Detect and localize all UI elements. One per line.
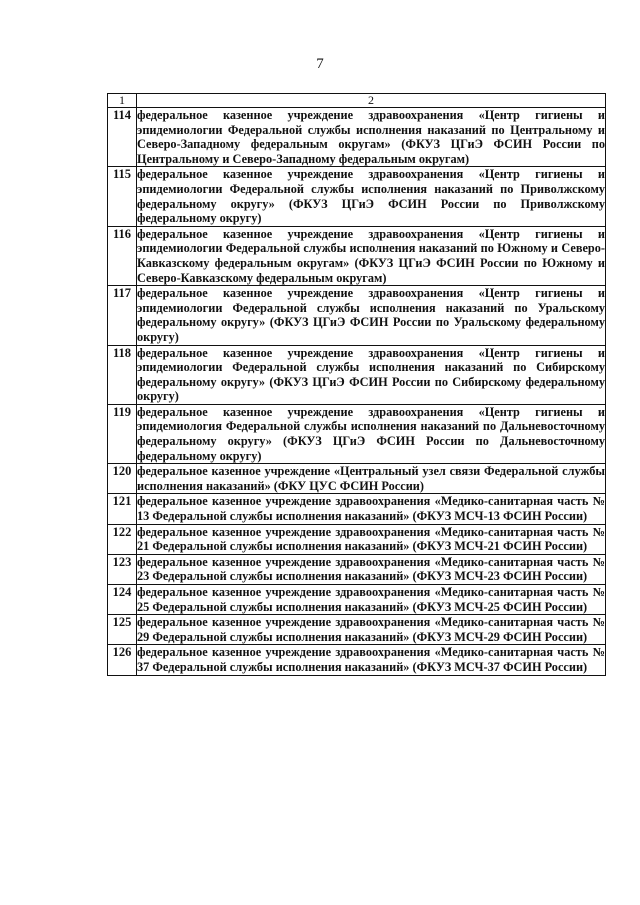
institution-name: федеральное казенное учреждение здравоохранения «Медико-санитарная часть № 25 Федеральной службы исполнения наказаний» (ФКУЗ МСЧ-25 ФСИН России) bbox=[137, 585, 605, 614]
page-number: 7 bbox=[316, 56, 324, 72]
table-row bbox=[108, 167, 606, 226]
row-number: 122 bbox=[108, 524, 137, 554]
table-row bbox=[108, 645, 606, 675]
institution-name: федеральное казенное учреждение здравоохранения «Центр гигиены и эпидемиологии Федеральной службы исполнения наказаний по Сибирскому федеральному округу» (ФКУЗ ЦГиЭ ФСИН России по Сибирскому федеральному округу) bbox=[137, 345, 605, 404]
row-number: 125 bbox=[108, 615, 137, 645]
row-number: 118 bbox=[108, 345, 137, 404]
institution-name: федеральное казенное учреждение здравоохранения «Медико-санитарная часть № 23 Федеральной службы исполнения наказаний» (ФКУЗ МСЧ-23 ФСИН России) bbox=[137, 554, 605, 584]
row-number: 123 bbox=[108, 554, 137, 584]
table-row bbox=[108, 554, 606, 584]
table-row bbox=[108, 108, 606, 167]
institution-name: федеральное казенное учреждение здравоохранения «Центр гигиены и эпидемиология Федеральной службы исполнения наказаний по Дальневосточному федеральному округу» (ФКУЗ ЦГиЭ ФСИН России по Дальневосточному федеральному округу) bbox=[137, 404, 605, 463]
table-row bbox=[108, 404, 606, 463]
table-row bbox=[108, 524, 606, 554]
institutions-table bbox=[107, 93, 606, 676]
table-row bbox=[108, 585, 606, 615]
row-number: 117 bbox=[108, 286, 137, 345]
institution-name: федеральное казенное учреждение здравоохранения «Медико-санитарная часть № 37 Федеральной службы исполнения наказаний» (ФКУЗ МСЧ-37 ФСИН России) bbox=[137, 645, 605, 674]
table-row bbox=[108, 286, 606, 345]
institution-name: федеральное казенное учреждение здравоохранения «Медико-санитарная часть № 29 Федеральной службы исполнения наказаний» (ФКУЗ МСЧ-29 ФСИН России) bbox=[137, 615, 605, 644]
row-number: 115 bbox=[108, 167, 137, 226]
table-row bbox=[108, 464, 606, 494]
table-row bbox=[108, 345, 606, 404]
table-row bbox=[108, 226, 606, 285]
row-number: 126 bbox=[108, 645, 137, 675]
row-number: 119 bbox=[108, 404, 137, 463]
institution-name: федеральное казенное учреждение здравоохранения «Центр гигиены и эпидемиологии Федеральной службы исполнения наказаний по Южному и Северо-Кавказскому федеральным округам» (ФКУЗ ЦГиЭ ФСИН России по Южному и Северо-Кавказскому федеральным округам) bbox=[137, 226, 605, 285]
row-number: 116 bbox=[108, 226, 137, 285]
row-number: 124 bbox=[108, 585, 137, 615]
institution-name: федеральное казенное учреждение здравоохранения «Медико-санитарная часть № 21 Федеральной службы исполнения наказаний» (ФКУЗ МСЧ-21 ФСИН России) bbox=[137, 524, 605, 554]
row-number: 121 bbox=[108, 494, 137, 524]
table-header-row bbox=[108, 94, 606, 108]
table-row bbox=[108, 494, 606, 524]
institution-name: федеральное казенное учреждение здравоохранения «Центр гигиены и эпидемиологии Федеральной службы исполнения наказаний по Уральскому федеральному округу» (ФКУЗ ЦГиЭ ФСИН России по Уральскому федеральному округу) bbox=[137, 286, 605, 344]
row-number: 120 bbox=[108, 464, 137, 494]
table-row bbox=[108, 615, 606, 645]
institution-name: федеральное казенное учреждение здравоохранения «Центр гигиены и эпидемиологии Федеральной службы исполнения наказаний по Приволжскому федеральному округу» (ФКУЗ ЦГиЭ ФСИН России по Приволжскому федеральному округу) bbox=[137, 167, 605, 226]
institution-name: федеральное казенное учреждение здравоохранения «Медико-санитарная часть № 13 Федеральной службы исполнения наказаний» (ФКУЗ МСЧ-13 ФСИН России) bbox=[137, 494, 605, 524]
column-header-name: 2 bbox=[137, 94, 606, 108]
institution-name: федеральное казенное учреждение «Центральный узел связи Федеральной службы исполнения наказаний» (ФКУ ЦУС ФСИН России) bbox=[137, 464, 605, 493]
row-number: 114 bbox=[108, 108, 137, 167]
column-header-number: 1 bbox=[108, 94, 137, 108]
institution-name: федеральное казенное учреждение здравоохранения «Центр гигиены и эпидемиологии Федеральной службы исполнения наказаний по Центральному и Северо-Западному федеральным округам» (ФКУЗ ЦГиЭ ФСИН России по Центральному и Северо-Западному федеральным округам) bbox=[137, 108, 605, 166]
